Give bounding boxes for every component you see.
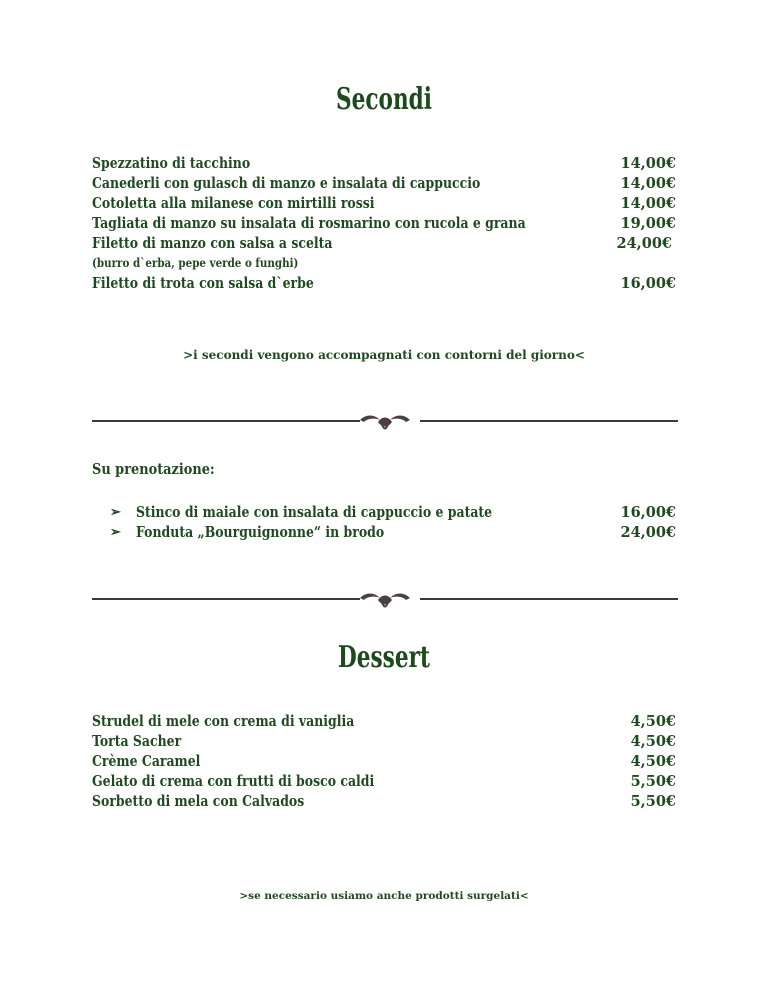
divider-line-left — [92, 598, 360, 600]
menu-item — [92, 752, 676, 772]
menu-item-name: Gelato di crema con frutti di bosco caldi — [92, 773, 375, 790]
menu-item-name: Stinco di maiale con insalata di cappuccio e patate — [136, 504, 493, 521]
menu-item-price: 5,50€ — [630, 793, 676, 810]
menu-item — [92, 772, 676, 792]
menu-item — [92, 732, 676, 752]
page-title-secondi: Secondi — [336, 82, 432, 117]
menu-item-price: 16,00€ — [620, 504, 676, 521]
menu-item-name: Strudel di mele con crema di vaniglia — [92, 713, 355, 730]
menu-item-name: Filetto di manzo con salsa a scelta — [92, 235, 333, 252]
menu-item — [92, 274, 676, 294]
menu-item-name: Filetto di trota con salsa d`erbe — [92, 275, 314, 292]
menu-item — [92, 154, 676, 174]
secondi-note: >i secondi vengono accompagnati con contorni del giorno< — [183, 348, 585, 362]
menu-item-name: Canederli con gulasch di manzo e insalata di cappuccio — [92, 175, 481, 192]
menu-item-price: 14,00€ — [620, 155, 676, 172]
menu-item-name: Cotoletta alla milanese con mirtilli rossi — [92, 195, 375, 212]
menu-item-price: 16,00€ — [620, 275, 676, 292]
menu-item — [92, 712, 676, 732]
menu-item-price: 14,00€ — [620, 195, 676, 212]
menu-item-price: 4,50€ — [630, 733, 676, 750]
menu-item — [92, 194, 676, 214]
prenotazione-label: Su prenotazione: — [92, 460, 215, 478]
menu-item-name: Torta Sacher — [92, 733, 182, 750]
ornamental-divider — [92, 410, 678, 432]
menu-item-name: Sorbetto di mela con Calvados — [92, 793, 305, 810]
menu-item-price: 4,50€ — [630, 713, 676, 730]
menu-item-name: Spezzatino di tacchino — [92, 155, 251, 172]
divider-line-left — [92, 420, 360, 422]
divider-line-right — [420, 420, 678, 422]
arrow-bullet-icon: ➢ — [110, 525, 121, 540]
menu-item — [92, 234, 676, 254]
menu-item-name: Fonduta „Bourguignonne“ in brodo — [136, 524, 385, 541]
arrow-bullet-icon: ➢ — [110, 505, 121, 520]
list-item — [110, 503, 676, 523]
menu-item-name: Crème Caramel — [92, 753, 201, 770]
menu-item-price: 24,00€ — [620, 524, 676, 541]
ornamental-divider — [92, 588, 678, 610]
menu-item-price: 14,00€ — [620, 175, 676, 192]
divider-line-right — [420, 598, 678, 600]
sauce-note: (burro d`erba, pepe verde o funghi) — [92, 256, 299, 270]
menu-item-price: 5,50€ — [630, 773, 676, 790]
list-item — [110, 523, 676, 543]
ornament-icon — [356, 410, 414, 432]
ornament-icon — [356, 588, 414, 610]
page-title-dessert: Dessert — [338, 640, 430, 675]
menu-item-price: 4,50€ — [630, 753, 676, 770]
menu-item-name: Tagliata di manzo su insalata di rosmarino con rucola e grana — [92, 215, 526, 232]
menu-item — [92, 214, 676, 234]
menu-item-price: 19,00€ — [620, 215, 676, 232]
menu-item — [92, 792, 676, 812]
menu-item — [92, 174, 676, 194]
menu-item-price: 24,00€ — [616, 235, 672, 252]
dessert-note: >se necessario usiamo anche prodotti surgelati< — [239, 890, 529, 902]
